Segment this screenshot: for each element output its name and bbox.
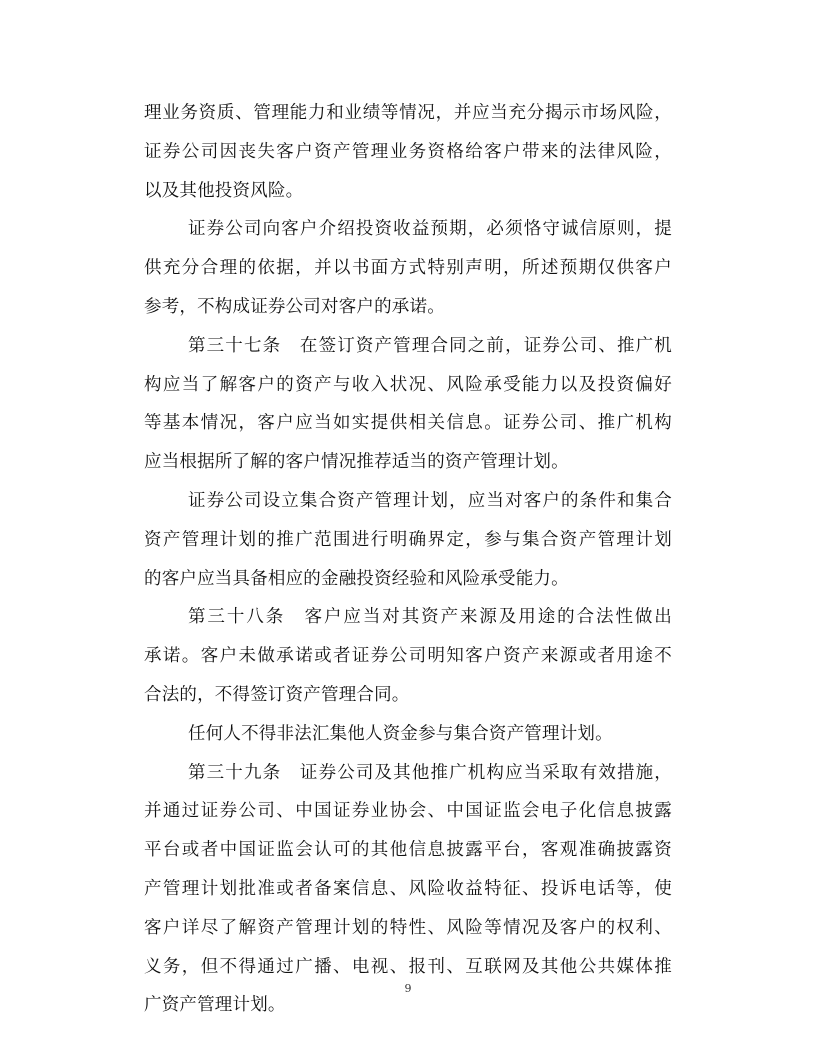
- text-line: 合法的，不得签订资产管理合同。: [144, 684, 410, 705]
- text-line: 参考，不构成证券公司对客户的承诺。: [144, 296, 445, 317]
- article-39-heading-line: 第三十九条 证券公司及其他推广机构应当采取有效措施，: [188, 762, 672, 783]
- text-line: 理业务资质、管理能力和业绩等情况，并应当充分揭示市场风险，: [144, 103, 672, 123]
- text-line: 应当根据所了解的客户情况推荐适当的资产管理计划。: [144, 452, 569, 473]
- article-38-heading-line: 第三十八条 客户应当对其资产来源及用途的合法性做出: [188, 607, 672, 628]
- text-line: 产管理计划批准或者备案信息、风险收益特征、投诉电话等，使: [144, 878, 672, 899]
- paragraph-first-line: 证券公司设立集合资产管理计划，应当对客户的条件和集合: [188, 490, 672, 511]
- text-line: 承诺。客户未做承诺或者证券公司明知客户资产来源或者用途不: [144, 646, 672, 667]
- text-line: 并通过证券公司、中国证券业协会、中国证监会电子化信息披露: [144, 801, 672, 822]
- text-line: 以及其他投资风险。: [144, 180, 304, 201]
- text-line: 平台或者中国证监会认可的其他信息披露平台，客观准确披露资: [144, 840, 672, 861]
- page-number: 9: [404, 982, 412, 995]
- paragraph-first-line: 任何人不得非法汇集他人资金参与集合资产管理计划。: [188, 723, 613, 744]
- text-line: 客户详尽了解资产管理计划的特性、风险等情况及客户的权利、: [144, 917, 672, 938]
- text-line: 广资产管理计划。: [144, 995, 286, 1016]
- text-line: 证券公司因丧失客户资产管理业务资格给客户带来的法律风险，: [144, 141, 672, 162]
- text-line: 构应当了解客户的资产与收入状况、风险承受能力以及投资偏好: [144, 374, 672, 395]
- paragraph-first-line: 证券公司向客户介绍投资收益预期，必须恪守诚信原则，提: [188, 219, 672, 240]
- text-line: 资产管理计划的推广范围进行明确界定，参与集合资产管理计划: [144, 529, 672, 550]
- text-line: 供充分合理的依据，并以书面方式特别声明，所述预期仅供客户: [144, 258, 672, 279]
- text-line: 等基本情况，客户应当如实提供相关信息。证券公司、推广机构: [144, 413, 672, 434]
- document-body: [144, 94, 672, 1025]
- text-line: 义务，但不得通过广播、电视、报刊、互联网及其他公共媒体推: [144, 956, 672, 977]
- text-line: 的客户应当具备相应的金融投资经验和风险承受能力。: [144, 568, 569, 589]
- article-37-heading-line: 第三十七条 在签订资产管理合同之前，证券公司、推广机: [188, 335, 672, 356]
